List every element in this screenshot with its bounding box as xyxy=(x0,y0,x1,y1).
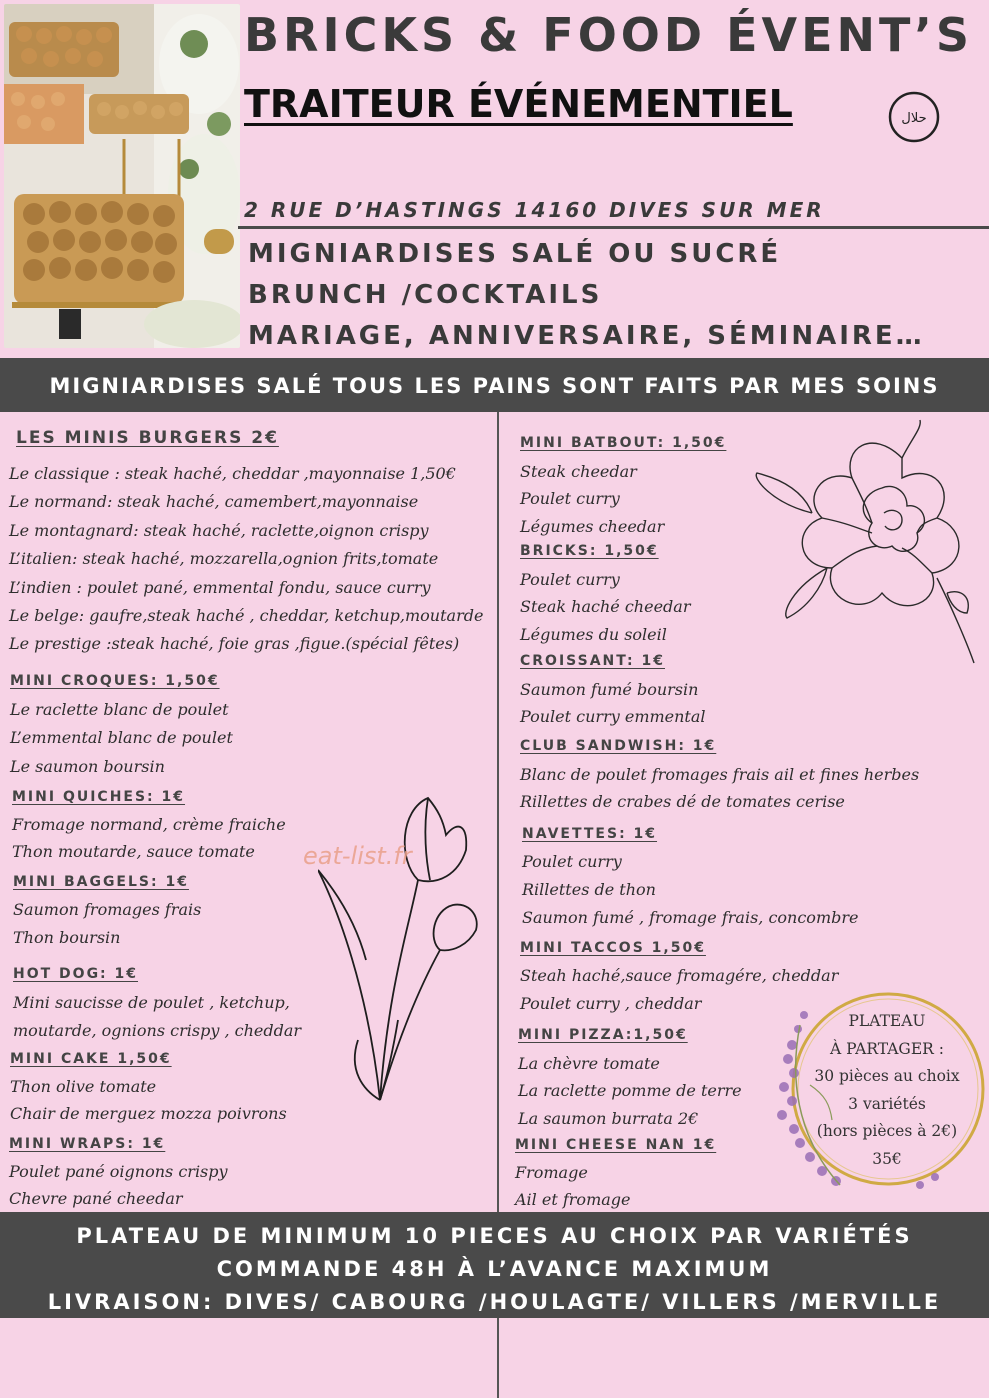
section-title: MINI QUICHES: 1€ xyxy=(12,789,186,805)
footer-banner xyxy=(0,1212,989,1318)
section-mini-cheese-nan xyxy=(515,1132,716,1213)
menu-item: Poulet curry xyxy=(520,569,620,589)
plateau-line: À PARTAGER : xyxy=(830,1039,944,1058)
footer-line: COMMANDE 48H À L’AVANCE MAXIMUM xyxy=(216,1257,773,1281)
menu-item: Poulet curry xyxy=(520,489,620,508)
plateau-line: 3 variétés xyxy=(848,1094,926,1113)
menu-item: Thon moutarde, sauce tomate xyxy=(12,842,255,861)
section-mini-quiches xyxy=(12,784,286,865)
plateau-price: 35€ xyxy=(872,1149,902,1168)
menu-item: Saumon fumé boursin xyxy=(520,679,699,699)
top-banner xyxy=(0,358,989,412)
plateau-line: PLATEAU xyxy=(848,1012,926,1030)
menu-item: L’italien: steak haché, mozzarella,ognion frits,tomate xyxy=(9,549,439,569)
menu-item: Blanc de poulet fromages frais ail et fines herbes xyxy=(520,764,920,784)
section-title: MINI BAGGELS: 1€ xyxy=(13,874,189,890)
top-banner-text: MIGNIARDISES SALÉ TOUS LES PAINS SONT FAITS PAR MES SOINS xyxy=(49,374,940,398)
section-title: MINI CHEESE NAN 1€ xyxy=(515,1137,717,1153)
section-title: MINI CROQUES: 1,50€ xyxy=(10,673,220,689)
address: 2 RUE D’HASTINGS 14160 DIVES SUR MER xyxy=(244,198,825,222)
menu-item: Fromage xyxy=(515,1163,588,1182)
section-hot-dog xyxy=(13,960,301,1046)
menu-item: Légumes du soleil xyxy=(520,624,667,644)
menu-item: moutarde, ognions crispy , cheddar xyxy=(13,1021,302,1040)
menu-item: Le saumon boursin xyxy=(10,756,165,776)
header-divider xyxy=(238,226,989,229)
footer-line: LIVRAISON: DIVES/ CABOURG /HOULAGTE/ VILLERS /MERVILLE xyxy=(47,1290,942,1314)
menu-item: Mini saucisse de poulet , ketchup, xyxy=(13,992,290,1012)
menu-item: Le belge: gaufre,steak haché , cheddar, ketchup,moutarde xyxy=(9,606,484,626)
menu-item: Thon boursin xyxy=(13,928,121,947)
section-title: CROISSANT: 1€ xyxy=(520,653,665,669)
menu-item: Le prestige :steak haché, foie gras ,figue.(spécial fêtes) xyxy=(9,634,460,654)
section-title: MINI WRAPS: 1€ xyxy=(9,1136,166,1152)
menu-item: L’indien : poulet pané, emmental fondu, sauce curry xyxy=(9,577,431,597)
section-mini-pizza xyxy=(518,1022,742,1132)
section-bricks xyxy=(520,538,690,648)
menu-item: Poulet curry xyxy=(522,852,622,871)
menu-item: Ail et fromage xyxy=(515,1190,631,1209)
menu-item: Saumon fumé , fromage frais, concombre xyxy=(522,908,859,927)
footer-line: PLATEAU DE MINIMUM 10 PIECES AU CHOIX PAR VARIÉTÉS xyxy=(76,1224,913,1248)
menu-item: Le raclette blanc de poulet xyxy=(10,699,229,719)
section-mini-croques xyxy=(10,667,233,781)
menu-item: Chair de merguez mozza poivrons xyxy=(10,1104,287,1123)
plateau-line: 30 pièces au choix xyxy=(814,1067,960,1085)
menu-item: La saumon burrata 2€ xyxy=(518,1108,699,1128)
menu-item: Légumes cheedar xyxy=(520,516,665,536)
menu-item: Le classique : steak haché, cheddar ,mayonnaise 1,50€ xyxy=(9,464,456,483)
tulip-illustration xyxy=(318,790,478,1110)
menu-item: Le normand: steak haché, camembert,mayonnaise xyxy=(9,492,419,512)
menu-item: La chèvre tomate xyxy=(518,1053,660,1073)
section-mini-baggels xyxy=(13,868,201,952)
menu-item: Steak cheedar xyxy=(520,461,637,481)
section-title: MINI TACCOS 1,50€ xyxy=(520,940,706,956)
section-mini-wraps xyxy=(9,1131,228,1212)
subtitle: TRAITEUR ÉVÉNEMENTIEL xyxy=(244,82,793,126)
section-title: MINI BATBOUT: 1,50€ xyxy=(520,435,727,451)
halal-text: حلال xyxy=(901,111,927,126)
section-title: NAVETTES: 1€ xyxy=(522,826,658,842)
section-mini-batbout xyxy=(520,430,726,540)
services-list xyxy=(248,234,925,357)
menu-item: Rillettes de crabes dé de tomates cerise xyxy=(520,792,845,811)
section-navettes xyxy=(522,820,858,932)
menu-item: L’emmental blanc de poulet xyxy=(10,728,233,747)
section-title: CLUB SANDWISH: 1€ xyxy=(520,738,717,754)
menu-item: Poulet curry emmental xyxy=(520,707,706,726)
section-title: LES MINIS BURGERS 2€ xyxy=(16,428,279,448)
section-mini-cake xyxy=(10,1046,287,1127)
brand-title: BRICKS & FOOD ÉVENT’S xyxy=(244,8,974,62)
section-title: MINI PIZZA:1,50€ xyxy=(518,1027,688,1043)
menu-item: Chevre pané cheedar xyxy=(9,1189,183,1208)
watermark: eat-list.fr xyxy=(303,842,412,870)
service-line: BRUNCH /COCKTAILS xyxy=(248,280,603,310)
plateau-line: (hors pièces à 2€) xyxy=(816,1122,958,1140)
menu-item: Poulet curry , cheddar xyxy=(520,994,702,1013)
menu-item: Saumon fromages frais xyxy=(13,900,202,919)
service-line: MIGNIARDISES SALÉ OU SUCRÉ xyxy=(248,239,782,269)
menu-item: Steah haché,sauce fromagére, cheddar xyxy=(520,966,839,985)
menu-item: Steak haché cheedar xyxy=(520,597,691,616)
menu-item: Le montagnard: steak haché, raclette,oignon crispy xyxy=(9,520,429,540)
section-croissant xyxy=(520,648,706,731)
section-title: MINI CAKE 1,50€ xyxy=(10,1051,172,1067)
menu-item: Fromage normand, crème fraiche xyxy=(12,815,286,834)
plateau-offer xyxy=(806,1008,968,1173)
halal-logo xyxy=(887,90,941,144)
peony-illustration xyxy=(752,418,980,668)
section-title: HOT DOG: 1€ xyxy=(13,966,139,982)
section-club-sandwish xyxy=(520,733,919,816)
section-title: BRICKS: 1,50€ xyxy=(520,543,659,559)
menu-item: Thon olive tomate xyxy=(10,1077,157,1096)
menu-item: Poulet pané oignons crispy xyxy=(9,1162,228,1181)
section-mini-burgers-items xyxy=(9,460,483,659)
menu-item: Rillettes de thon xyxy=(522,880,656,899)
menu-item: La raclette pomme de terre xyxy=(518,1081,742,1100)
section-mini-burgers xyxy=(16,428,279,448)
service-line: MARIAGE, ANNIVERSAIRE, SÉMINAIRE… xyxy=(248,321,925,351)
buffet-photo xyxy=(4,4,240,348)
